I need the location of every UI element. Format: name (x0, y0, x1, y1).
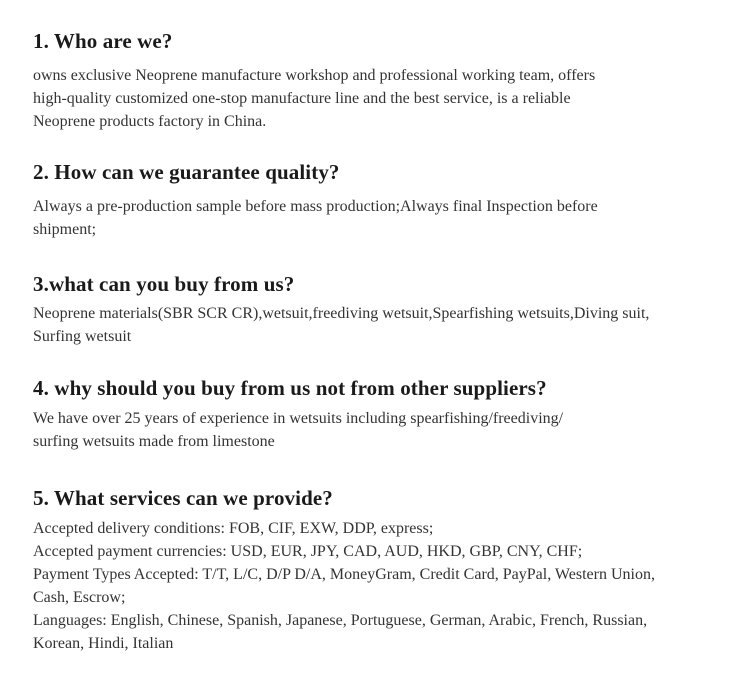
faq-answer-line: surfing wetsuits made from limestone (33, 433, 275, 450)
faq-answer-line: Accepted delivery conditions: FOB, CIF, EXW, DDP, express; (33, 520, 434, 537)
faq-item-quality (33, 158, 738, 241)
faq-item-who-are-we (33, 27, 738, 133)
faq-question: 2. How can we guarantee quality? (33, 160, 340, 184)
faq-answer-line: owns exclusive Neoprene manufacture workshop and professional working team, offers (33, 67, 596, 84)
faq-answer-line: Payment Types Accepted: T/T, L/C, D/P D/A, MoneyGram, Credit Card, PayPal, Western Union, (33, 566, 655, 583)
faq-item-products (33, 270, 738, 348)
faq-answer-line: Languages: English, Chinese, Spanish, Japanese, Portuguese, German, Arabic, French, Russian, (33, 612, 648, 629)
faq-question: 1. Who are we? (33, 29, 173, 53)
faq-answer (33, 64, 738, 133)
faq-answer-line: Accepted payment currencies: USD, EUR, JPY, CAD, AUD, HKD, GBP, CNY, CHF; (33, 543, 583, 560)
faq-item-why-us (33, 374, 738, 453)
faq-answer-line: Cash, Escrow; (33, 589, 126, 606)
faq-answer-line: Always a pre-production sample before mass production;Always final Inspection before (33, 198, 598, 215)
faq-answer-line: Surfing wetsuit (33, 328, 132, 345)
faq-item-services (33, 484, 738, 655)
faq-answer-line: Korean, Hindi, Italian (33, 635, 174, 652)
faq-answer (33, 407, 738, 453)
faq-answer-line: We have over 25 years of experience in wetsuits including spearfishing/freediving/ (33, 410, 564, 427)
faq-answer-line: high-quality customized one-stop manufacture line and the best service, is a reliable (33, 90, 571, 107)
faq-answer (33, 195, 738, 241)
faq-question: 3.what can you buy from us? (33, 272, 295, 296)
faq-answer-line: Neoprene products factory in China. (33, 113, 267, 130)
faq-question: 4. why should you buy from us not from other suppliers? (33, 376, 547, 400)
faq-answer (33, 302, 738, 348)
faq-answer-line: shipment; (33, 221, 97, 238)
faq-answer (33, 517, 738, 655)
faq-question: 5. What services can we provide? (33, 486, 333, 510)
faq-answer-line: Neoprene materials(SBR SCR CR),wetsuit,freediving wetsuit,Spearfishing wetsuits,Diving suit, (33, 305, 650, 322)
